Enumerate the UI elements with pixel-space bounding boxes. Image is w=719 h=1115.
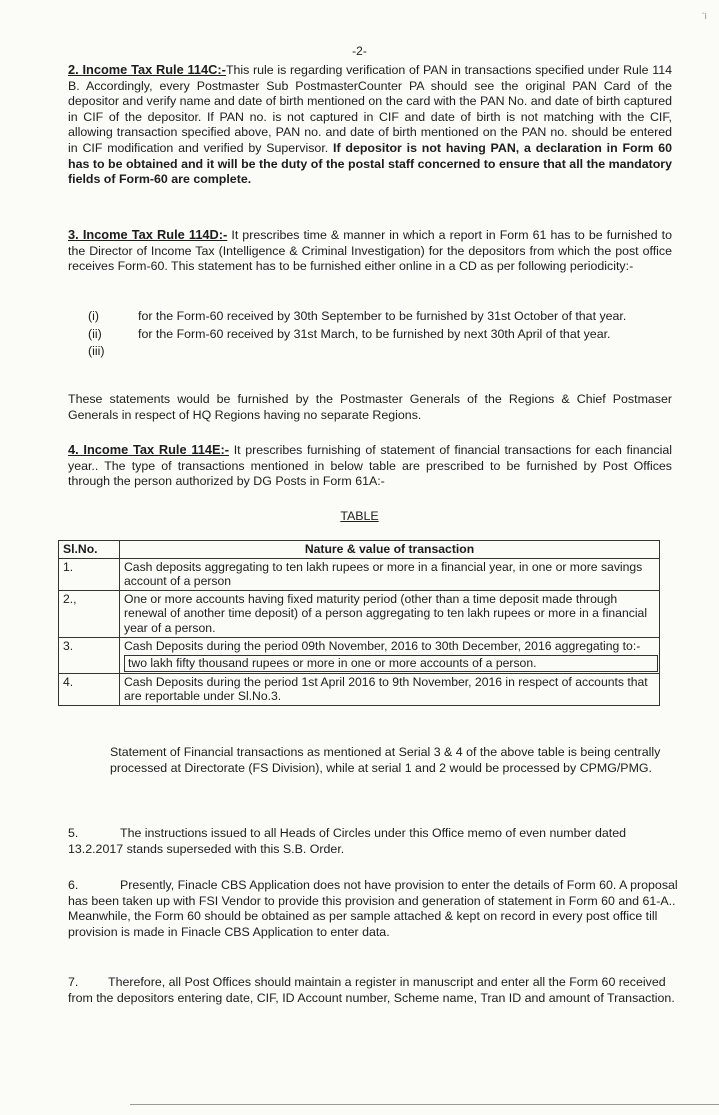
- statement-paragraph: Statement of Financial transactions as mentioned at Serial 3 & 4 of the above table is being centrally processed at Directorate (FS Division), while at serial 1 and 2 would be processed by CPMG/PMG.: [110, 745, 661, 775]
- paragraph-number: 5.: [68, 826, 79, 840]
- periodicity-list: [68, 309, 672, 362]
- table-row: [59, 673, 660, 705]
- header-nature: Nature & value of transaction: [120, 541, 660, 559]
- section-114e: [68, 442, 672, 490]
- section-114e-text: It prescribes furnishing of statement of financial transactions for each financial year.. The type of transactions mentioned in below table are prescribed to be furnished by Post Offices through the person authorized by DG Posts in Form 61A:-: [68, 443, 672, 489]
- table-header-row: [59, 541, 660, 559]
- cell-sl-no: 1.: [59, 558, 120, 590]
- table-row: [59, 637, 660, 673]
- section-114d-text: It prescribes time & manner in which a report in Form 61 has to be furnished to the Director of Income Tax (Intelligence & Criminal Investigation) for the depositors from which the post office receives Form-60. This statement has to be furnished either online in a CD as per following periodicity:-: [68, 228, 673, 274]
- table-row: [59, 590, 660, 637]
- section-114e-heading: 4. Income Tax Rule 114E:-: [68, 442, 230, 457]
- list-item-text: [138, 344, 672, 360]
- cell-sl-no: 4.: [59, 673, 120, 705]
- paragraph-5: [68, 826, 680, 857]
- list-item-number: (i): [88, 309, 100, 323]
- cell-sl-no: 2.,: [59, 590, 120, 637]
- list-item-text: for the Form-60 received by 31st March, to be furnished by next 30th April of that year.: [138, 326, 611, 341]
- table-row: [59, 558, 660, 590]
- section-114c-text: This rule is regarding verification of PAN in transactions specified under Rule 114 B. Accordingly, every Postmaster Sub PostmasterCounter PA should see the original PAN Card of the depositor and verify name and date of birth mentioned on the card with the PAN No. and date of birth captured in CIF of the depositor. If PAN no. is not captured in CIF and date of birth is not matching with the CIF, allowing transaction specified above, PAN no. and date of birth mentioned on the PAN no. should be entered in CIF modification and verified by Supervisor.: [68, 63, 672, 155]
- list-item: [68, 344, 672, 360]
- paragraph-7: [68, 975, 680, 1006]
- cell-boxed-text: two lakh fifty thousand rupees or more in one or more accounts of a person.: [124, 655, 658, 672]
- page-number: -2-: [352, 44, 367, 58]
- corner-mark: ´ì: [702, 12, 707, 21]
- table-title: TABLE: [340, 509, 379, 523]
- cell-nature: One or more accounts having fixed maturity period (other than a time deposit made through renewal of another time deposit) of a person aggregating to ten lakh rupees or more in a financial year of a person.: [120, 590, 660, 637]
- list-item-number: (iii): [88, 344, 105, 359]
- footer-rule: [130, 1104, 719, 1105]
- section-114c-heading: 2. Income Tax Rule 114C:-: [68, 62, 226, 77]
- cell-nature-text: Cash Deposits during the period 09th November, 2016 to 30th December, 2016 aggregating to:-: [124, 638, 641, 653]
- list-item-text: for the Form-60 received by 30th September to be furnished by 31st October of that year.: [138, 309, 627, 323]
- section-114d-closing: These statements would be furnished by the Postmaster Generals of the Regions & Chief Postmaser Generals in respect of HQ Regions having no separate Regions.: [68, 392, 672, 422]
- section-114c: [68, 62, 672, 188]
- cell-nature: Cash deposits aggregating to ten lakh rupees or more in a financial year, in one or more savings account of a person: [120, 558, 660, 590]
- cell-nature: [120, 637, 660, 673]
- paragraph-number: 6.: [68, 878, 79, 892]
- cell-nature: Cash Deposits during the period 1st April 2016 to 9th November, 2016 in respect of accounts that are reportable under Sl.No.3.: [120, 673, 660, 705]
- section-114d-heading: 3. Income Tax Rule 114D:-: [68, 227, 228, 242]
- paragraph-number: 7.: [68, 975, 79, 989]
- paragraph-text: Presently, Finacle CBS Application does not have provision to enter the details of Form 60. A proposal has been taken up with FSI Vendor to provide this provision and generation of statement in Form 60 and 61-A.. Meanwhile, the Form 60 should be obtained as per sample attached & kept on record in every post office till provision is made in Finacle CBS Application to enter data.: [68, 878, 678, 939]
- paragraph-text: Therefore, all Post Offices should maintain a register in manuscript and enter all the Form 60 received from the depositors entering date, CIF, ID Account number, Scheme name, Tran ID and amount of Transaction.: [68, 975, 675, 1005]
- paragraph-6: [68, 878, 680, 940]
- section-114d: [68, 227, 672, 275]
- transactions-table: [58, 540, 660, 706]
- paragraph-text: The instructions issued to all Heads of Circles under this Office memo of even number dated 13.2.2017 stands superseded with this S.B. Order.: [68, 826, 626, 856]
- list-item: [68, 327, 672, 343]
- list-item-number: (ii): [88, 326, 102, 341]
- list-item: [68, 309, 672, 325]
- header-sl-no: Sl.No.: [59, 541, 120, 559]
- cell-sl-no: 3.: [59, 637, 120, 673]
- section-114c-bold-text: If depositor is not having PAN, a declaration in Form 60 has to be obtained and it will be the duty of the postal staff concerned to ensure that all the mandatory fields of Form-60 are complete.: [68, 140, 672, 187]
